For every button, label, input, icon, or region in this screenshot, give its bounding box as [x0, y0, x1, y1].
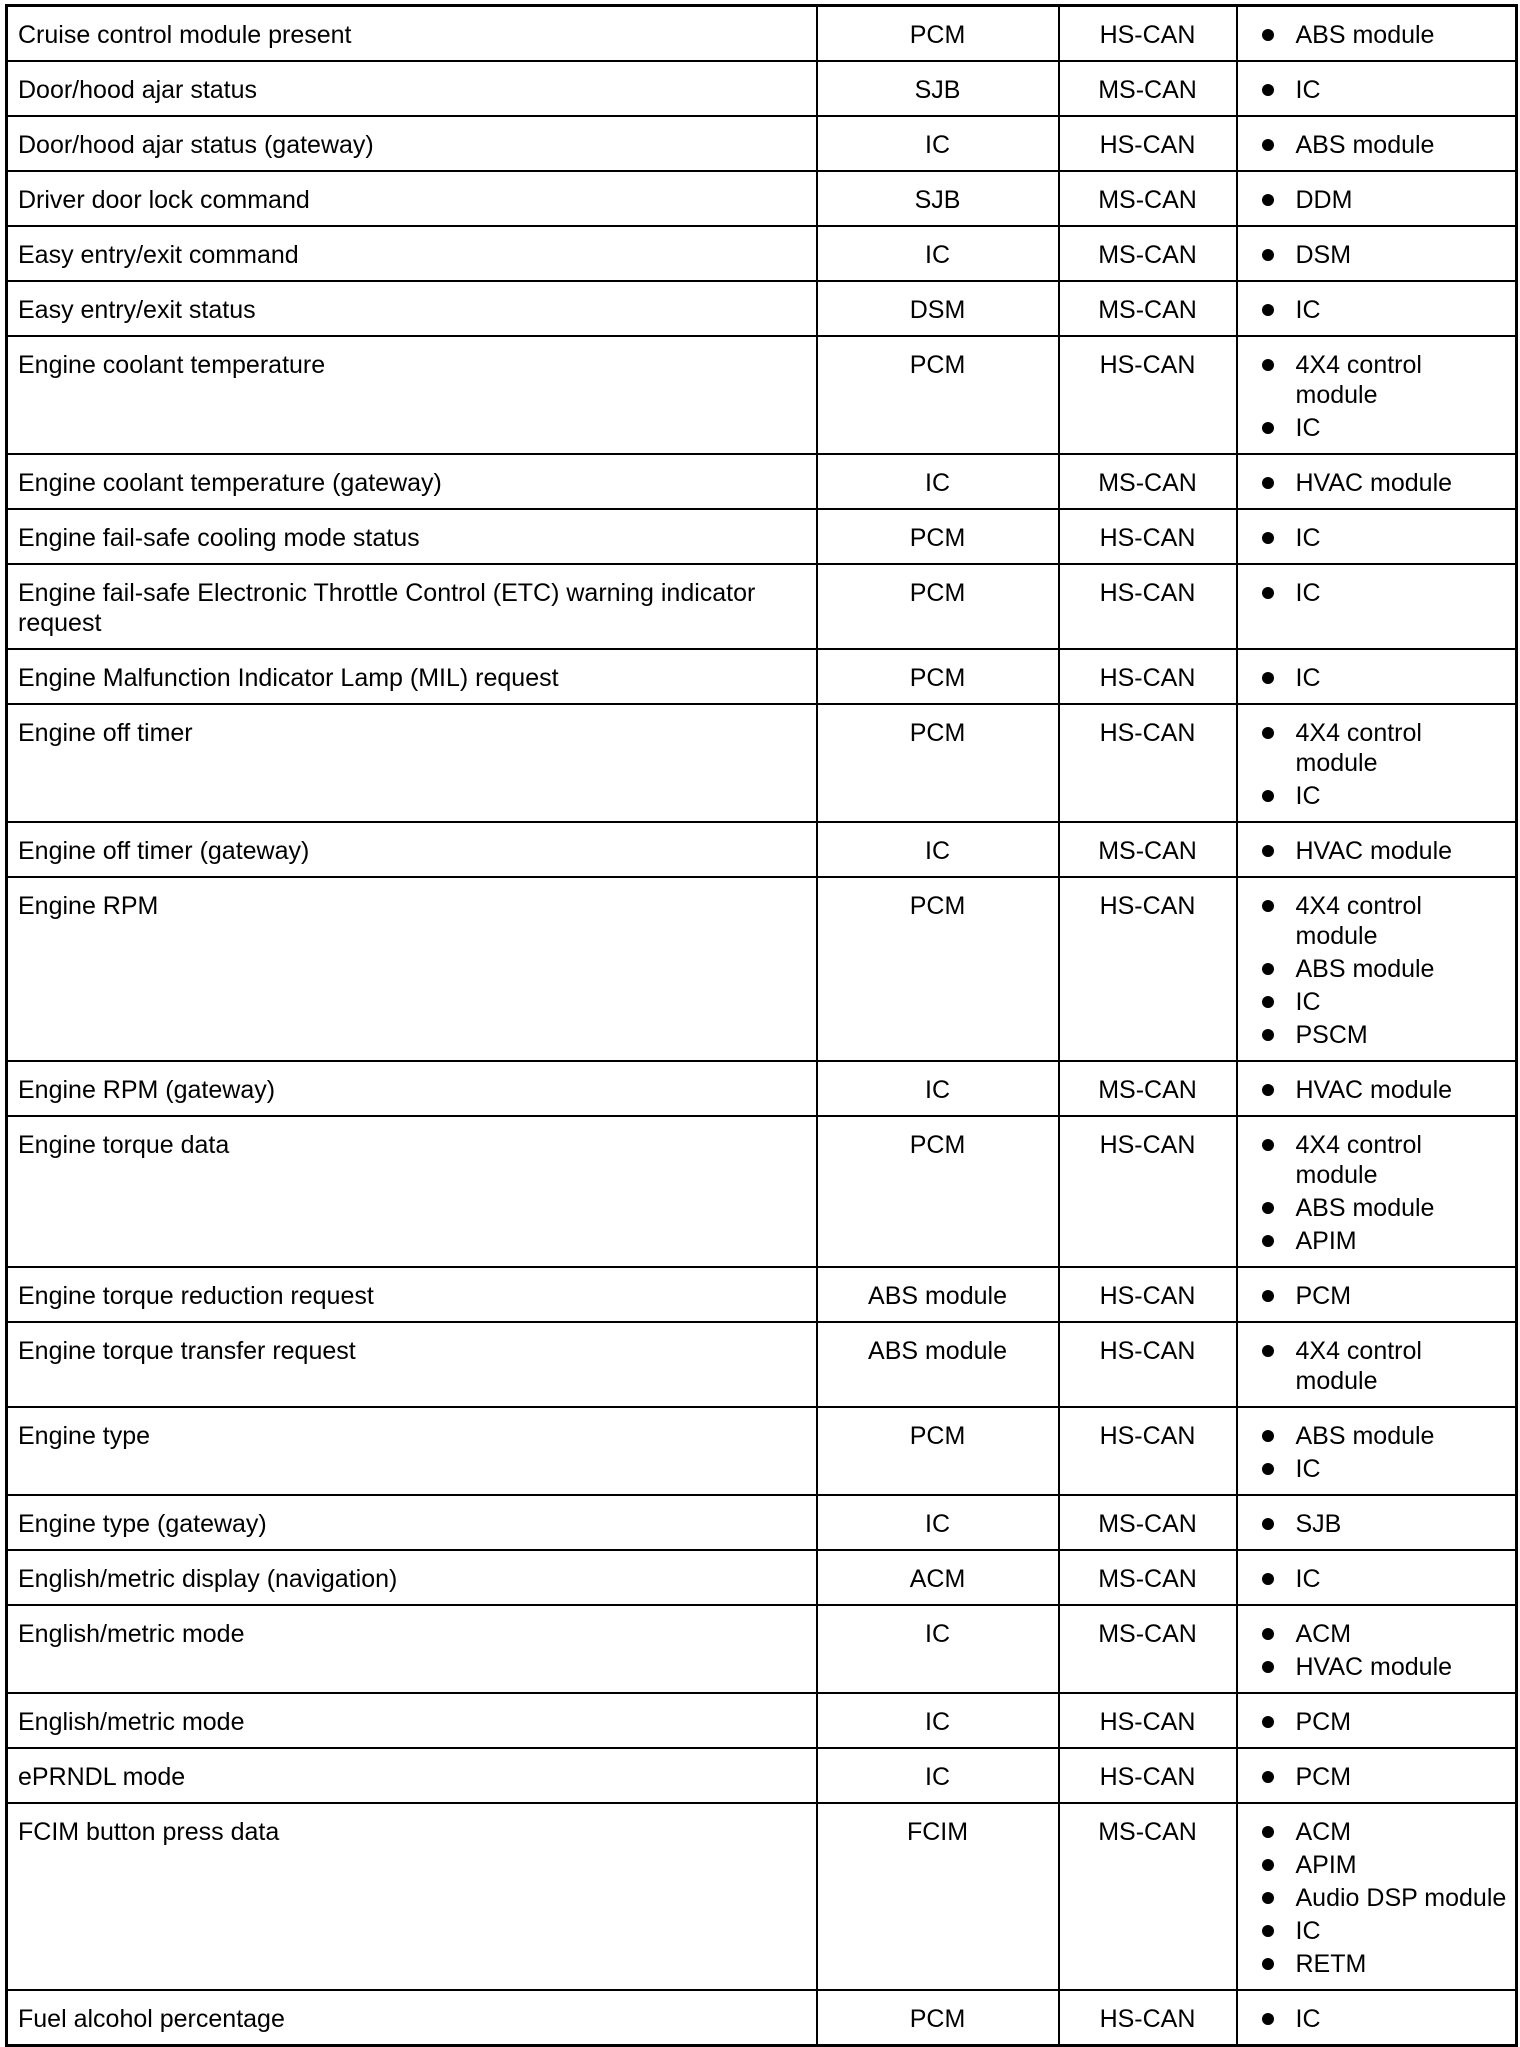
receiver-item: [1262, 891, 1510, 951]
receivers-cell: [1237, 822, 1517, 877]
network-cell: HS-CAN: [1059, 1322, 1237, 1407]
receiver-label: IC: [1295, 782, 1321, 810]
receiver-label: IC: [1295, 1565, 1321, 1593]
receivers-cell: [1237, 1550, 1517, 1605]
table-row: [7, 1693, 1517, 1748]
receivers-list: [1262, 1762, 1510, 1792]
receivers-cell: [1237, 171, 1517, 226]
receiver-label: RETM: [1295, 1950, 1367, 1978]
bullet-icon: [1262, 672, 1274, 684]
receiver-label: ABS module: [1295, 21, 1435, 49]
source-module-cell: IC: [817, 454, 1059, 509]
receivers-cell: [1237, 1061, 1517, 1116]
signal-cell: Engine Malfunction Indicator Lamp (MIL) request: [7, 649, 817, 704]
source-module-cell: IC: [817, 1495, 1059, 1550]
table-row: [7, 281, 1517, 336]
receivers-list: [1262, 1619, 1510, 1682]
receiver-label: HVAC module: [1295, 1653, 1453, 1681]
signal-cell: Engine coolant temperature: [7, 336, 817, 454]
bullet-icon: [1262, 1771, 1274, 1783]
bullet-icon: [1262, 1958, 1274, 1970]
receiver-item: [1262, 1281, 1510, 1311]
network-cell: MS-CAN: [1059, 226, 1237, 281]
table-row: [7, 1495, 1517, 1550]
signal-cell: Easy entry/exit command: [7, 226, 817, 281]
receivers-cell: [1237, 1267, 1517, 1322]
receivers-cell: [1237, 1322, 1517, 1407]
receiver-label: IC: [1295, 664, 1321, 692]
source-module-cell: PCM: [817, 1407, 1059, 1495]
receiver-label: PCM: [1295, 1763, 1352, 1791]
receivers-cell: [1237, 564, 1517, 649]
network-cell: HS-CAN: [1059, 1116, 1237, 1267]
table-row: [7, 704, 1517, 822]
table-row: [7, 877, 1517, 1061]
receivers-list: [1262, 1075, 1510, 1105]
receiver-label: ABS module: [1295, 131, 1435, 159]
receiver-label: ACM: [1295, 1620, 1352, 1648]
source-module-cell: IC: [817, 822, 1059, 877]
receiver-label: IC: [1295, 1455, 1321, 1483]
receiver-label: ABS module: [1295, 1422, 1435, 1450]
table-row: [7, 564, 1517, 649]
receiver-label: ABS module: [1295, 1194, 1435, 1222]
signal-cell: Fuel alcohol percentage: [7, 1990, 817, 2046]
signal-cell: Engine RPM: [7, 877, 817, 1061]
signal-cell: Driver door lock command: [7, 171, 817, 226]
table-row: [7, 61, 1517, 116]
network-cell: HS-CAN: [1059, 336, 1237, 454]
table-row: [7, 1322, 1517, 1407]
bullet-icon: [1262, 1859, 1274, 1871]
table-row: [7, 1267, 1517, 1322]
receivers-list: [1262, 523, 1510, 553]
table-row: [7, 1407, 1517, 1495]
bullet-icon: [1262, 1925, 1274, 1937]
bullet-icon: [1262, 727, 1274, 739]
receiver-item: [1262, 75, 1510, 105]
signal-cell: Engine coolant temperature (gateway): [7, 454, 817, 509]
source-module-cell: PCM: [817, 704, 1059, 822]
source-module-cell: PCM: [817, 1990, 1059, 2046]
table-row: [7, 1550, 1517, 1605]
network-cell: HS-CAN: [1059, 1407, 1237, 1495]
receiver-item: [1262, 1454, 1510, 1484]
bullet-icon: [1262, 532, 1274, 544]
signal-cell: Door/hood ajar status: [7, 61, 817, 116]
source-module-cell: PCM: [817, 1116, 1059, 1267]
receiver-item: [1262, 1707, 1510, 1737]
receiver-label: IC: [1295, 579, 1321, 607]
bullet-icon: [1262, 845, 1274, 857]
signal-cell: Engine torque reduction request: [7, 1267, 817, 1322]
receiver-label: IC: [1295, 1917, 1321, 1945]
receivers-list: [1262, 2004, 1510, 2034]
receiver-item: [1262, 836, 1510, 866]
receiver-item: [1262, 954, 1510, 984]
receivers-cell: [1237, 1693, 1517, 1748]
receiver-label: Audio DSP module: [1295, 1884, 1507, 1912]
signal-cell: Cruise control module present: [7, 6, 817, 62]
receivers-list: [1262, 836, 1510, 866]
source-module-cell: ABS module: [817, 1322, 1059, 1407]
receivers-cell: [1237, 116, 1517, 171]
receivers-cell: [1237, 1407, 1517, 1495]
receiver-label: 4X4 control module: [1295, 1337, 1422, 1395]
receivers-list: [1262, 1817, 1510, 1979]
receiver-label: 4X4 control module: [1295, 892, 1422, 950]
receivers-list: [1262, 1281, 1510, 1311]
bullet-icon: [1262, 1826, 1274, 1838]
receivers-cell: [1237, 1990, 1517, 2046]
table-row: [7, 116, 1517, 171]
network-cell: HS-CAN: [1059, 6, 1237, 62]
receiver-item: [1262, 240, 1510, 270]
bullet-icon: [1262, 900, 1274, 912]
receiver-label: PCM: [1295, 1282, 1352, 1310]
bullet-icon: [1262, 1463, 1274, 1475]
receiver-item: [1262, 1020, 1510, 1050]
receiver-label: ABS module: [1295, 955, 1435, 983]
receiver-label: APIM: [1295, 1227, 1357, 1255]
network-cell: MS-CAN: [1059, 822, 1237, 877]
receiver-item: [1262, 1075, 1510, 1105]
network-cell: HS-CAN: [1059, 649, 1237, 704]
signal-cell: Engine off timer: [7, 704, 817, 822]
receiver-item: [1262, 1509, 1510, 1539]
receiver-item: [1262, 130, 1510, 160]
receiver-item: [1262, 1850, 1510, 1880]
bullet-icon: [1262, 29, 1274, 41]
receiver-item: [1262, 1817, 1510, 1847]
network-cell: HS-CAN: [1059, 1693, 1237, 1748]
receiver-item: [1262, 1762, 1510, 1792]
signal-cell: Engine fail-safe Electronic Throttle Control (ETC) warning indicator request: [7, 564, 817, 649]
receivers-cell: [1237, 649, 1517, 704]
table-row: [7, 336, 1517, 454]
receiver-label: PCM: [1295, 1708, 1352, 1736]
receivers-list: [1262, 75, 1510, 105]
receivers-cell: [1237, 226, 1517, 281]
receiver-item: [1262, 1564, 1510, 1594]
bullet-icon: [1262, 1716, 1274, 1728]
bullet-icon: [1262, 1573, 1274, 1585]
signal-cell: Engine off timer (gateway): [7, 822, 817, 877]
receiver-label: 4X4 control module: [1295, 351, 1422, 409]
receiver-item: [1262, 1652, 1510, 1682]
receiver-item: [1262, 2004, 1510, 2034]
bullet-icon: [1262, 1345, 1274, 1357]
bullet-icon: [1262, 249, 1274, 261]
source-module-cell: PCM: [817, 877, 1059, 1061]
bullet-icon: [1262, 1084, 1274, 1096]
network-cell: HS-CAN: [1059, 116, 1237, 171]
network-cell: MS-CAN: [1059, 281, 1237, 336]
signal-cell: English/metric mode: [7, 1605, 817, 1693]
bullet-icon: [1262, 84, 1274, 96]
receiver-label: 4X4 control module: [1295, 1131, 1422, 1189]
network-cell: MS-CAN: [1059, 454, 1237, 509]
receiver-label: IC: [1295, 414, 1321, 442]
source-module-cell: IC: [817, 226, 1059, 281]
receivers-list: [1262, 350, 1510, 443]
table-row: [7, 226, 1517, 281]
table-row: [7, 1605, 1517, 1693]
bullet-icon: [1262, 1029, 1274, 1041]
receiver-item: [1262, 578, 1510, 608]
signal-cell: English/metric mode: [7, 1693, 817, 1748]
bullet-icon: [1262, 1661, 1274, 1673]
bullet-icon: [1262, 1430, 1274, 1442]
source-module-cell: SJB: [817, 61, 1059, 116]
receivers-cell: [1237, 877, 1517, 1061]
receiver-item: [1262, 1949, 1510, 1979]
receivers-cell: [1237, 336, 1517, 454]
signal-cell: ePRNDL mode: [7, 1748, 817, 1803]
receiver-label: IC: [1295, 296, 1321, 324]
receivers-list: [1262, 295, 1510, 325]
receiver-item: [1262, 1226, 1510, 1256]
signal-cell: Engine fail-safe cooling mode status: [7, 509, 817, 564]
source-module-cell: IC: [817, 1748, 1059, 1803]
receiver-item: [1262, 781, 1510, 811]
bullet-icon: [1262, 790, 1274, 802]
receivers-list: [1262, 1130, 1510, 1256]
network-cell: MS-CAN: [1059, 1495, 1237, 1550]
receiver-label: PSCM: [1295, 1021, 1368, 1049]
receiver-item: [1262, 20, 1510, 50]
receivers-list: [1262, 20, 1510, 50]
bullet-icon: [1262, 1892, 1274, 1904]
source-module-cell: PCM: [817, 649, 1059, 704]
receivers-list: [1262, 1336, 1510, 1396]
bullet-icon: [1262, 587, 1274, 599]
bullet-icon: [1262, 422, 1274, 434]
receiver-label: SJB: [1295, 1510, 1342, 1538]
receiver-label: IC: [1295, 524, 1321, 552]
receivers-list: [1262, 1509, 1510, 1539]
bullet-icon: [1262, 963, 1274, 975]
receiver-label: ACM: [1295, 1818, 1352, 1846]
table-row: [7, 171, 1517, 226]
network-cell: HS-CAN: [1059, 877, 1237, 1061]
receivers-cell: [1237, 61, 1517, 116]
receivers-cell: [1237, 281, 1517, 336]
table-row: [7, 1990, 1517, 2046]
bullet-icon: [1262, 139, 1274, 151]
network-message-table: [5, 4, 1518, 2047]
receivers-cell: [1237, 1116, 1517, 1267]
source-module-cell: IC: [817, 1605, 1059, 1693]
bullet-icon: [1262, 304, 1274, 316]
signal-cell: Door/hood ajar status (gateway): [7, 116, 817, 171]
receiver-label: APIM: [1295, 1851, 1357, 1879]
receiver-label: IC: [1295, 988, 1321, 1016]
network-cell: MS-CAN: [1059, 1061, 1237, 1116]
table-row: [7, 509, 1517, 564]
table-row: [7, 649, 1517, 704]
network-cell: HS-CAN: [1059, 564, 1237, 649]
receiver-item: [1262, 718, 1510, 778]
receiver-label: 4X4 control module: [1295, 719, 1422, 777]
receiver-item: [1262, 523, 1510, 553]
receiver-label: IC: [1295, 2005, 1321, 2033]
receivers-cell: [1237, 1748, 1517, 1803]
bullet-icon: [1262, 1290, 1274, 1302]
receivers-list: [1262, 718, 1510, 811]
source-module-cell: ABS module: [817, 1267, 1059, 1322]
receivers-list: [1262, 130, 1510, 160]
receiver-item: [1262, 1421, 1510, 1451]
network-cell: MS-CAN: [1059, 1605, 1237, 1693]
table-row: [7, 6, 1517, 62]
receiver-item: [1262, 295, 1510, 325]
receiver-item: [1262, 987, 1510, 1017]
bullet-icon: [1262, 477, 1274, 489]
table-row: [7, 822, 1517, 877]
source-module-cell: DSM: [817, 281, 1059, 336]
source-module-cell: FCIM: [817, 1803, 1059, 1990]
receivers-cell: [1237, 1803, 1517, 1990]
bullet-icon: [1262, 1628, 1274, 1640]
receiver-item: [1262, 1619, 1510, 1649]
signal-cell: Engine type (gateway): [7, 1495, 817, 1550]
network-cell: HS-CAN: [1059, 1990, 1237, 2046]
network-cell: MS-CAN: [1059, 1803, 1237, 1990]
source-module-cell: PCM: [817, 509, 1059, 564]
receivers-cell: [1237, 454, 1517, 509]
receivers-list: [1262, 1421, 1510, 1484]
receiver-item: [1262, 350, 1510, 410]
bullet-icon: [1262, 359, 1274, 371]
receivers-list: [1262, 240, 1510, 270]
receiver-item: [1262, 413, 1510, 443]
source-module-cell: SJB: [817, 171, 1059, 226]
signal-cell: Engine torque data: [7, 1116, 817, 1267]
network-cell: MS-CAN: [1059, 171, 1237, 226]
network-cell: HS-CAN: [1059, 1748, 1237, 1803]
bullet-icon: [1262, 1235, 1274, 1247]
table-row: [7, 1061, 1517, 1116]
source-module-cell: IC: [817, 1061, 1059, 1116]
receiver-item: [1262, 468, 1510, 498]
receivers-cell: [1237, 509, 1517, 564]
receiver-item: [1262, 1336, 1510, 1396]
receivers-cell: [1237, 6, 1517, 62]
signal-cell: FCIM button press data: [7, 1803, 817, 1990]
receivers-list: [1262, 1707, 1510, 1737]
receiver-item: [1262, 1916, 1510, 1946]
source-module-cell: PCM: [817, 6, 1059, 62]
signal-cell: Engine torque transfer request: [7, 1322, 817, 1407]
bullet-icon: [1262, 2013, 1274, 2025]
receiver-item: [1262, 1193, 1510, 1223]
receivers-list: [1262, 185, 1510, 215]
network-cell: HS-CAN: [1059, 704, 1237, 822]
receiver-item: [1262, 1130, 1510, 1190]
receivers-list: [1262, 468, 1510, 498]
network-cell: HS-CAN: [1059, 1267, 1237, 1322]
receivers-list: [1262, 1564, 1510, 1594]
receivers-list: [1262, 578, 1510, 608]
source-module-cell: PCM: [817, 336, 1059, 454]
receivers-list: [1262, 663, 1510, 693]
table-body: [7, 6, 1517, 2046]
receiver-label: HVAC module: [1295, 469, 1453, 497]
receivers-cell: [1237, 1605, 1517, 1693]
source-module-cell: IC: [817, 1693, 1059, 1748]
receiver-label: HVAC module: [1295, 837, 1453, 865]
source-module-cell: PCM: [817, 564, 1059, 649]
receiver-item: [1262, 185, 1510, 215]
bullet-icon: [1262, 194, 1274, 206]
receivers-cell: [1237, 704, 1517, 822]
table-row: [7, 1748, 1517, 1803]
source-module-cell: ACM: [817, 1550, 1059, 1605]
table-row: [7, 454, 1517, 509]
signal-cell: Engine RPM (gateway): [7, 1061, 817, 1116]
table-row: [7, 1803, 1517, 1990]
receiver-label: DDM: [1295, 186, 1353, 214]
receiver-label: IC: [1295, 76, 1321, 104]
receiver-item: [1262, 663, 1510, 693]
receivers-cell: [1237, 1495, 1517, 1550]
network-cell: MS-CAN: [1059, 1550, 1237, 1605]
receiver-item: [1262, 1883, 1510, 1913]
receiver-label: HVAC module: [1295, 1076, 1453, 1104]
receiver-label: DSM: [1295, 241, 1352, 269]
bullet-icon: [1262, 1202, 1274, 1214]
signal-cell: Engine type: [7, 1407, 817, 1495]
network-cell: HS-CAN: [1059, 509, 1237, 564]
receivers-list: [1262, 891, 1510, 1050]
network-cell: MS-CAN: [1059, 61, 1237, 116]
bullet-icon: [1262, 996, 1274, 1008]
table-row: [7, 1116, 1517, 1267]
source-module-cell: IC: [817, 116, 1059, 171]
bullet-icon: [1262, 1518, 1274, 1530]
signal-cell: English/metric display (navigation): [7, 1550, 817, 1605]
signal-cell: Easy entry/exit status: [7, 281, 817, 336]
bullet-icon: [1262, 1139, 1274, 1151]
